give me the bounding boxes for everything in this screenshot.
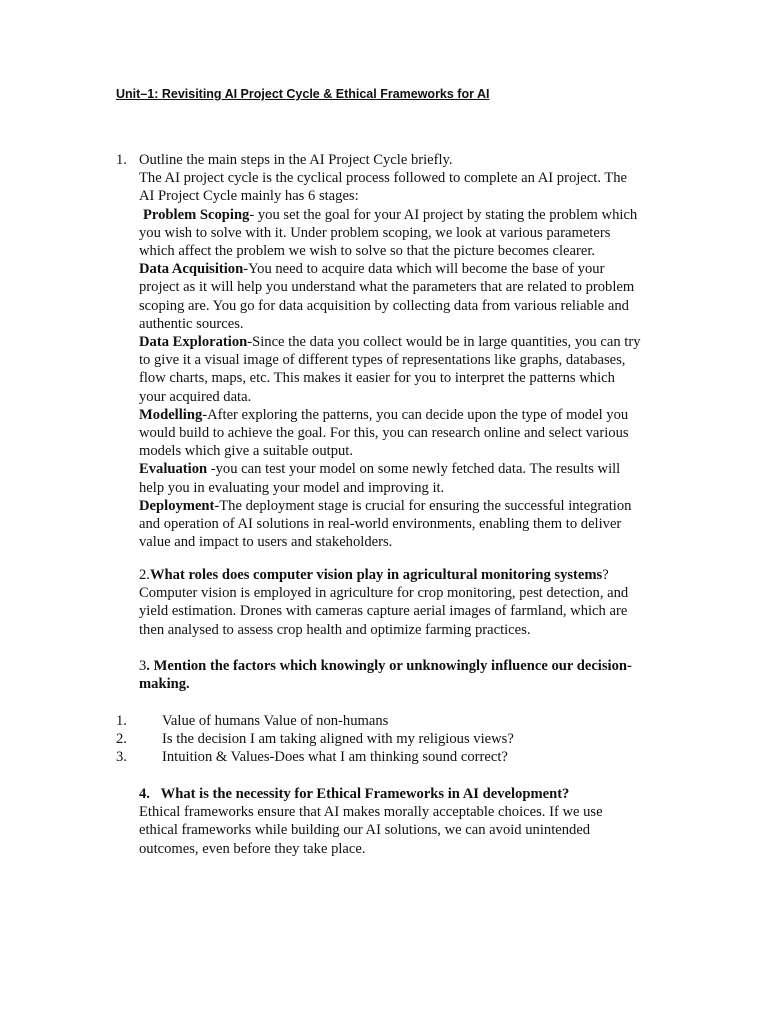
- stage-text-line: your acquired data.: [139, 388, 252, 405]
- stage-text-line: scoping are. You go for data acquisition by collecting data from various reliable and: [139, 297, 629, 314]
- stage-text-line: you wish to solve with it. Under problem scoping, we look at various parameters: [139, 224, 611, 241]
- q1-question: Outline the main steps in the AI Project Cycle briefly.: [139, 152, 453, 168]
- stage-text-line: would build to achieve the goal. For this, you can research online and select various: [139, 425, 629, 442]
- stage-text: -Since the data you collect would be in large quantities, you can try: [247, 334, 641, 351]
- stage-modelling: [139, 406, 679, 424]
- stage-text-line: models which give a suitable output.: [139, 443, 354, 460]
- q1-intro-line: AI Project Cycle mainly has 6 stages:: [139, 188, 359, 205]
- q3-block: [139, 657, 679, 693]
- list-item: Value of humans Value of non-humans: [162, 713, 389, 729]
- stage-text-line: flow charts, maps, etc. This makes it easier for you to interpret the patterns which: [139, 370, 615, 387]
- q1-number: 1.: [116, 152, 127, 168]
- q2-answer-line: yield estimation. Drones with cameras capture aerial images of farmland, which are: [139, 603, 628, 620]
- stage-data-acquisition: [139, 260, 679, 278]
- q2-answer-line: then analysed to assess crop health and optimize farming practices.: [139, 621, 531, 638]
- q3-question-line: [139, 657, 679, 675]
- q3-number: 3: [139, 658, 147, 674]
- q2-number: 2.: [139, 567, 150, 583]
- stage-text-line: value and impact to users and stakeholders.: [139, 534, 393, 551]
- list-item: Intuition & Values-Does what I am thinking sound correct?: [162, 749, 508, 765]
- stage-text: -You need to acquire data which will become the base of your: [243, 261, 605, 278]
- stage-text-line: to give it a visual image of different types of representations like graphs, databases,: [139, 352, 626, 369]
- q2-block: [139, 566, 679, 639]
- q4-question: 4. What is the necessity for Ethical Frameworks in AI development?: [139, 786, 570, 802]
- stage-term: Evaluation: [139, 461, 208, 478]
- stage-text-line: which affect the problem we wish to solve so that the picture becomes clearer.: [139, 243, 596, 260]
- stage-term: Data Exploration: [139, 334, 248, 351]
- q1-intro-line: The AI project cycle is the cyclical process followed to complete an AI project. The: [139, 170, 628, 187]
- q2-question: What roles does computer vision play in agricultural monitoring systems: [149, 567, 603, 583]
- list-item: Is the decision I am taking aligned with my religious views?: [162, 731, 514, 747]
- stage-data-exploration: [139, 333, 679, 351]
- q4-answer-line: Ethical frameworks ensure that AI makes morally acceptable choices. If we use: [139, 804, 603, 821]
- list-item-number: 2.: [116, 731, 127, 747]
- stage-text-line: project as it will help you understand what the parameters that are related to problem: [139, 279, 635, 296]
- stage-text: - you set the goal for your AI project by stating the problem which: [249, 206, 638, 223]
- stage-term: Deployment: [139, 497, 215, 514]
- q2-question-line: [139, 566, 679, 584]
- stage-text-line: help you in evaluating your model and improving it.: [139, 479, 445, 496]
- stage-problem-scoping: [139, 206, 679, 224]
- stage-text-line: and operation of AI solutions in real-world environments, enabling them to deliver: [139, 516, 622, 533]
- q3-question-line: making.: [139, 676, 190, 693]
- stage-text-line: authentic sources.: [139, 315, 244, 332]
- stage-term: Problem Scoping: [143, 206, 250, 223]
- q3-question: . Mention the factors which knowingly or unknowingly influence our decision-: [146, 658, 632, 674]
- stage-evaluation: [139, 460, 679, 478]
- stage-text: -The deployment stage is crucial for ensuring the successful integration: [214, 497, 632, 514]
- q4-answer-line: ethical frameworks while building our AI solutions, we can avoid unintended: [139, 822, 591, 839]
- q4-answer-line: outcomes, even before they take place.: [139, 840, 366, 857]
- list-item-number: 1.: [116, 713, 127, 729]
- stage-deployment: [139, 497, 679, 515]
- stage-text: -you can test your model on some newly fetched data. The results will: [207, 461, 621, 478]
- stage-term: Modelling: [139, 406, 203, 423]
- stage-text: -After exploring the patterns, you can decide upon the type of model you: [202, 406, 629, 423]
- stage-term: Data Acquisition: [139, 261, 244, 278]
- document-title: Unit–1: Revisiting AI Project Cycle & Ethical Frameworks for AI: [116, 87, 490, 101]
- q1-block: [139, 151, 679, 551]
- q4-block: [139, 785, 679, 858]
- q2-question-end: ?: [602, 567, 609, 583]
- list-item-number: 3.: [116, 749, 127, 765]
- q2-answer-line: Computer vision is employed in agriculture for crop monitoring, pest detection, and: [139, 585, 629, 602]
